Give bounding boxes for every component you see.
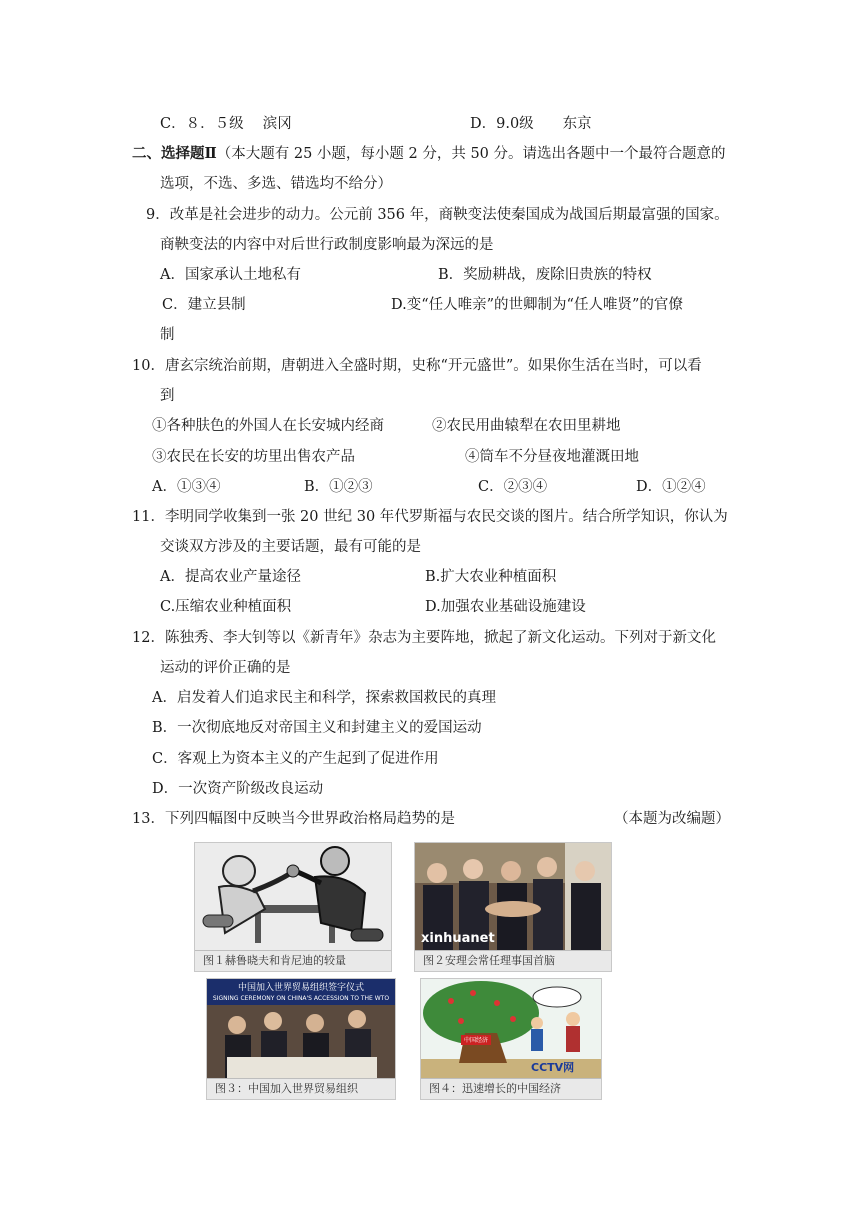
figure-4-caption: 图４：迅速增长的中国经济 xyxy=(421,1078,601,1099)
q10-option-c: C．②③④ xyxy=(478,479,548,495)
figure-1-cartoon xyxy=(194,842,392,972)
q11-option-c: C.压缩农业种植面积 xyxy=(160,599,292,615)
figure-3-photo xyxy=(206,978,396,1100)
q8-option-d: D．9.0级 东京 xyxy=(470,116,592,132)
q12-option-b: B．一次彻底地反对帝国主义和封建主义的爱国运动 xyxy=(152,720,482,736)
q10-item-4: ④筒车不分昼夜地灌溉田地 xyxy=(465,449,639,465)
q12-option-c: C．客观上为资本主义的产生起到了促进作用 xyxy=(152,751,439,767)
q9-option-c: C．建立县制 xyxy=(162,297,246,313)
q13-note: （本题为改编题） xyxy=(614,811,730,827)
q11-stem-cont: 交谈双方涉及的主要话题，最有可能的是 xyxy=(160,539,421,555)
q9-stem: 9．改革是社会进步的动力。公元前 356 年，商鞅变法使秦国成为战国后期最富强的国家。 xyxy=(146,207,729,223)
figure-2-watermark: xinhuanet xyxy=(421,931,495,946)
q9-option-a: A．国家承认土地私有 xyxy=(160,267,301,283)
q9-option-d: D.变“任人唯亲”的世卿制为“任人唯贤”的官僚 xyxy=(391,297,683,313)
q10-item-2: ②农民用曲辕犁在农田里耕地 xyxy=(432,418,621,434)
q10-stem-cont: 到 xyxy=(160,388,175,404)
figure-1-drawing xyxy=(195,843,391,951)
q12-option-a: A．启发着人们追求民主和科学，探索救国救民的真理 xyxy=(152,690,496,706)
q12-stem-cont: 运动的评价正确的是 xyxy=(160,660,291,676)
q11-option-d: D.加强农业基础设施建设 xyxy=(425,599,586,615)
q10-option-b: B．①②③ xyxy=(304,479,373,495)
q9-option-d-cont: 制 xyxy=(160,327,175,343)
figure-4-cartoon xyxy=(420,978,602,1100)
figure-4-logo: CCTV网 xyxy=(531,1061,575,1074)
q11-stem: 11．李明同学收集到一张 20 世纪 30 年代罗斯福与农民交谈的图片。结合所学知识，你认为 xyxy=(132,509,728,525)
q9-option-b: B．奖励耕战，废除旧贵族的特权 xyxy=(438,267,652,283)
q11-option-a: A．提高农业产量途径 xyxy=(160,569,301,585)
q13-stem: 13．下列四幅图中反映当今世界政治格局趋势的是 xyxy=(132,811,455,827)
q10-item-3: ③农民在长安的坊里出售农产品 xyxy=(152,449,355,465)
q12-option-d: D．一次资产阶级改良运动 xyxy=(152,781,324,797)
q9-stem-cont: 商鞅变法的内容中对后世行政制度影响最为深远的是 xyxy=(160,237,494,253)
q11-option-b: B.扩大农业种植面积 xyxy=(425,569,557,585)
section-2-header xyxy=(132,144,726,164)
q10-item-1: ①各种肤色的外国人在长安城内经商 xyxy=(152,418,384,434)
section-2-title: 二、选择题Ⅱ xyxy=(132,145,217,162)
q10-option-d: D．①②④ xyxy=(636,479,706,495)
q8-option-c: C．８．５级 滨冈 xyxy=(160,116,292,132)
section-2-description: （本大题有 25 小题，每小题 2 分，共 50 分。请选出各题中一个最符合题意的 xyxy=(216,146,726,162)
figure-3-banner-title: 中国加入世界贸易组织签字仪式 xyxy=(237,983,364,993)
figure-3-caption: 图３：中国加入世界贸易组织 xyxy=(207,1078,395,1099)
q10-stem: 10．唐玄宗统治前期，唐朝进入全盛时期，史称“开元盛世”。如果你生活在当时，可以看 xyxy=(132,358,702,374)
q12-stem: 12．陈独秀、李大钊等以《新青年》杂志为主要阵地，掀起了新文化运动。下列对于新文化 xyxy=(132,630,716,646)
section-2-description-cont: 选项，不选、多选、错选均不给分） xyxy=(160,176,392,192)
figure-4-tree-sign: 中国经济 xyxy=(463,1037,488,1044)
figure-2-photo xyxy=(414,842,612,972)
figure-1-caption: 图１赫鲁晓夫和肯尼迪的较量 xyxy=(195,950,391,971)
figure-2-caption: 图２安理会常任理事国首脑 xyxy=(415,950,611,971)
figure-3-banner-subtitle: SIGNING CEREMONY ON CHINA'S ACCESSION TO THE WTO xyxy=(212,995,390,1002)
q10-option-a: A．①③④ xyxy=(152,479,221,495)
